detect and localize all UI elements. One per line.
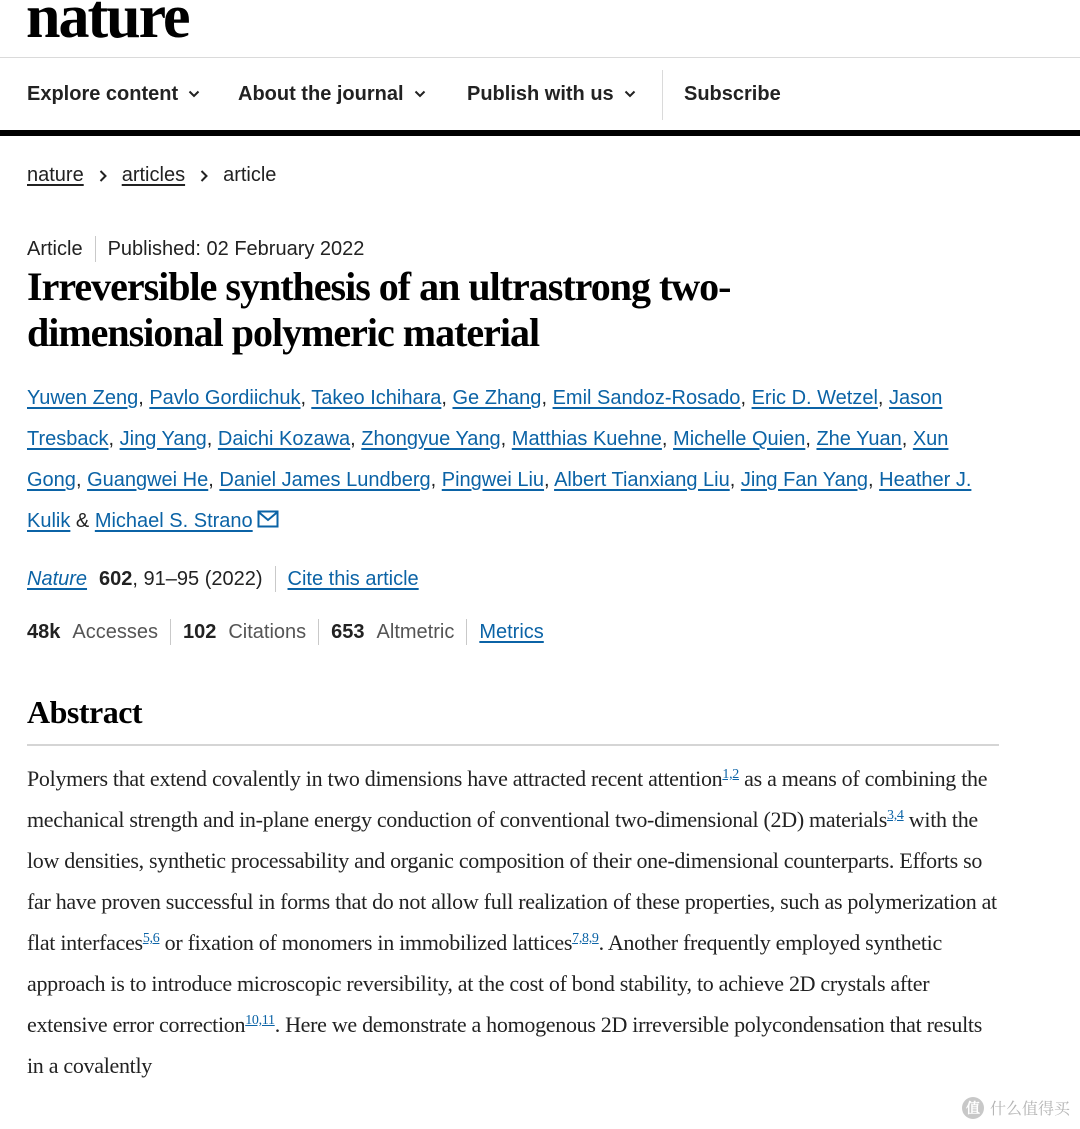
chevron-right-icon <box>199 169 209 183</box>
chevron-down-icon <box>624 88 636 100</box>
journal-pages: , 91–95 (2022) <box>132 567 263 590</box>
meta-divider <box>95 236 96 262</box>
breadcrumb-articles[interactable]: articles <box>121 164 186 186</box>
author-link[interactable]: Heather J. Kulik <box>27 469 972 532</box>
journal-link[interactable]: Nature <box>27 567 88 590</box>
citations-label: Citations <box>228 620 307 643</box>
metrics-link[interactable]: Metrics <box>479 620 544 643</box>
citations-count: 102 <box>182 620 217 643</box>
author-link[interactable]: Matthias Kuehne <box>511 428 662 450</box>
nav-divider <box>662 70 663 120</box>
altmetric-label: Altmetric <box>376 620 455 643</box>
author-link[interactable]: Michelle Quien <box>673 428 806 450</box>
author-link[interactable]: Xun Gong <box>27 428 949 491</box>
breadcrumb-nature[interactable]: nature <box>27 164 84 186</box>
nav-explore-content-label: Explore content <box>27 82 179 105</box>
accesses-label: Accesses <box>72 620 158 643</box>
author-link[interactable]: Ge Zhang <box>452 387 542 409</box>
author-link[interactable]: Emil Sandoz-Rosado <box>552 387 741 409</box>
nav-about-journal-label: About the journal <box>238 82 404 105</box>
author-link[interactable]: Takeo Ichihara <box>311 387 442 409</box>
altmetric-count: 653 <box>331 620 365 643</box>
nav-publish-label: Publish with us <box>467 82 614 105</box>
author-list: Yuwen Zeng, Pavlo Gordiichuk, Takeo Ichihara, Ge Zhang, Emil Sandoz-Rosado, Eric D. Wetzel, Jason Tresback, Jing Yang, Daichi Kozawa, Zhongyue Yang, Matthias Kuehne, Michelle Quien, Zhe Yuan, Xun Gong, Guangwei He, Daniel James Lundberg, Pingwei Liu, Albert Tianxiang Liu, Jing Fan Yang, Heather J. Kulik & Michael S. Strano <box>27 387 972 532</box>
nature-logo[interactable]: nature <box>26 0 189 51</box>
author-link-corresponding[interactable]: Michael S. Strano <box>94 510 253 532</box>
author-link[interactable]: Jason Tresback <box>27 387 943 450</box>
article-title: Irreversible synthesis of an ultrastrong two-dimensional polymeric material <box>27 264 731 355</box>
abstract-heading: Abstract <box>27 694 143 730</box>
reference-link[interactable]: 7,8,9 <box>572 931 599 946</box>
author-link[interactable]: Guangwei He <box>87 469 209 491</box>
published-date: Published: 02 February 2022 <box>107 237 365 260</box>
author-link[interactable]: Yuwen Zeng <box>27 387 139 409</box>
author-link[interactable]: Jing Yang <box>119 428 207 450</box>
author-joiner: & <box>75 510 90 532</box>
breadcrumb <box>27 164 276 187</box>
watermark-text: 什么值得买 <box>989 1101 1070 1118</box>
metrics-divider <box>170 619 171 645</box>
nav-about-journal[interactable] <box>238 83 426 106</box>
author-link[interactable]: Daniel James Lundberg <box>219 469 431 491</box>
article-type: Article <box>27 237 83 260</box>
envelope-icon[interactable] <box>257 502 279 520</box>
author-link[interactable]: Eric D. Wetzel <box>751 387 878 409</box>
reference-link[interactable]: 1,2 <box>722 767 739 782</box>
abstract-sentence: . Here we demonstrate a homogenous 2D irreversible polycondensation that results in a covalently <box>27 1012 982 1078</box>
citation-line <box>27 566 419 592</box>
main-nav <box>0 58 1080 130</box>
article-metrics <box>27 619 544 645</box>
cite-this-article-link[interactable]: Cite this article <box>287 567 419 590</box>
abstract-text <box>27 758 1002 1086</box>
chevron-down-icon <box>188 88 200 100</box>
chevron-right-icon <box>98 169 108 183</box>
author-link[interactable]: Zhe Yuan <box>816 428 902 450</box>
abstract-sentence: . Another frequently employed synthetic approach is to introduce microscopic reversibility, at the cost of bond stability, to achieve 2D crystals after extensive error correction <box>27 930 942 1037</box>
abstract-divider <box>27 744 999 746</box>
metrics-divider <box>466 619 467 645</box>
abstract-sentence: with the low densities, synthetic processability and organic composition of their one-dimensional counterparts. Efforts so far have proven successful in forms that do not allow full realization of these properties, such as polymerization at flat interfaces <box>27 807 997 955</box>
journal-volume: 602 <box>99 567 133 590</box>
author-link[interactable]: Jing Fan Yang <box>740 469 868 491</box>
watermark <box>962 1096 1070 1119</box>
subscribe-link[interactable] <box>684 83 781 106</box>
nav-publish-with-us[interactable] <box>467 83 636 106</box>
nav-bottom-bar <box>0 130 1080 136</box>
metrics-divider <box>318 619 319 645</box>
author-link[interactable]: Daichi Kozawa <box>217 428 351 450</box>
article-meta <box>27 236 364 262</box>
reference-link[interactable]: 5,6 <box>142 931 160 946</box>
abstract-sentence: or fixation of monomers in immobilized lattices <box>159 930 573 955</box>
abstract-sentence: as a means of combining the mechanical strength and in-plane energy conduction of conventional two-dimensional (2D) materials <box>27 766 988 832</box>
chevron-down-icon <box>414 88 426 100</box>
author-link[interactable]: Pavlo Gordiichuk <box>149 387 301 409</box>
abstract-sentence: Polymers that extend covalently in two dimensions have attracted recent attention <box>27 766 723 791</box>
accesses-count: 48k <box>27 620 61 643</box>
citation-divider <box>275 566 276 592</box>
author-link[interactable]: Albert Tianxiang Liu <box>554 469 730 491</box>
author-link[interactable]: Pingwei Liu <box>441 469 545 491</box>
author-link[interactable]: Zhongyue Yang <box>361 428 501 450</box>
reference-link[interactable]: 3,4 <box>887 808 904 823</box>
nav-explore-content[interactable] <box>27 83 200 106</box>
reference-link[interactable]: 10,11 <box>245 1013 275 1028</box>
watermark-logo: 值 <box>962 1097 984 1119</box>
breadcrumb-current: article <box>223 164 277 186</box>
subscribe-label: Subscribe <box>684 82 781 105</box>
